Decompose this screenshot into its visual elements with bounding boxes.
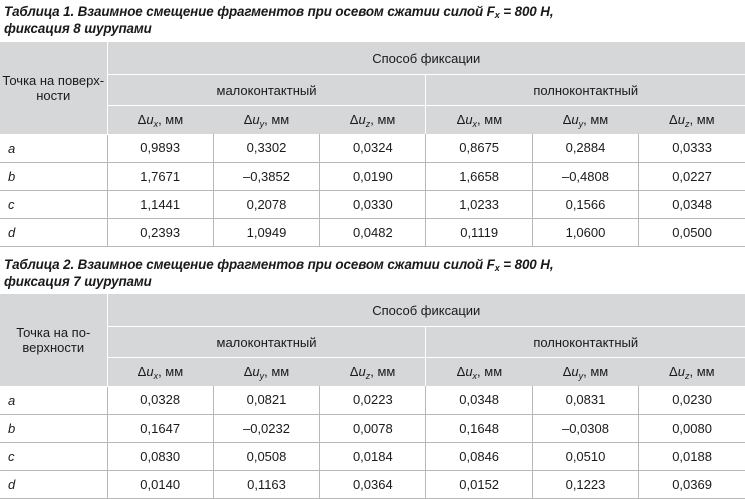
column-header-delta: Δ bbox=[669, 363, 678, 379]
row-label: c bbox=[0, 190, 107, 218]
table-cell: 0,0230 bbox=[639, 386, 745, 414]
caption-line2: фиксация 8 шурупами bbox=[4, 21, 152, 36]
column-header-unit: , мм bbox=[264, 111, 290, 127]
column-header-unit: , мм bbox=[158, 363, 184, 379]
column-header bbox=[639, 106, 745, 135]
table-cell: 0,0328 bbox=[107, 386, 213, 414]
table-cell: 0,1648 bbox=[426, 414, 532, 442]
table-cell: 0,1223 bbox=[532, 470, 638, 498]
column-header-var: u bbox=[358, 363, 366, 379]
group-header: Способ фиксации bbox=[107, 42, 745, 75]
column-header-var: u bbox=[465, 111, 473, 127]
column-header-sub: z bbox=[365, 370, 371, 381]
table-cell: 0,1566 bbox=[532, 190, 638, 218]
table-cell: 0,0821 bbox=[213, 386, 319, 414]
column-header bbox=[213, 358, 319, 387]
table-1 bbox=[0, 42, 745, 247]
table-cell: 0,0152 bbox=[426, 470, 532, 498]
column-header-var: u bbox=[465, 363, 473, 379]
table-row bbox=[0, 442, 745, 470]
table-cell: 0,3302 bbox=[213, 134, 319, 162]
table-cell: 0,0500 bbox=[639, 218, 745, 246]
column-header-delta: Δ bbox=[562, 363, 572, 379]
row-label: b bbox=[0, 414, 107, 442]
table-cell: 0,0227 bbox=[639, 162, 745, 190]
column-header-delta: Δ bbox=[456, 111, 466, 127]
table-cell: 1,0600 bbox=[532, 218, 638, 246]
table-cell: 1,1441 bbox=[107, 190, 213, 218]
table-cell: 0,0188 bbox=[639, 442, 745, 470]
table-cell: 0,0348 bbox=[639, 190, 745, 218]
table-cell: 0,0078 bbox=[320, 414, 426, 442]
table-cell: 0,0348 bbox=[426, 386, 532, 414]
column-header bbox=[532, 358, 638, 387]
table-row bbox=[0, 162, 745, 190]
table-cell: 0,0333 bbox=[639, 134, 745, 162]
caption-line1: Таблица 1. Взаимное смещение фрагментов при осевом сжатии силой F bbox=[4, 4, 495, 19]
column-header-delta: Δ bbox=[243, 111, 253, 127]
table-cell: 1,6658 bbox=[426, 162, 532, 190]
column-header bbox=[426, 358, 532, 387]
column-header-sub: x bbox=[472, 118, 478, 129]
table-cell: –0,0308 bbox=[532, 414, 638, 442]
table-2-caption bbox=[4, 256, 553, 290]
column-header-delta: Δ bbox=[137, 363, 147, 379]
column-header-var: u bbox=[252, 363, 260, 379]
column-header-unit: , мм bbox=[158, 111, 184, 127]
table-row bbox=[0, 414, 745, 442]
table-cell: 0,0184 bbox=[320, 442, 426, 470]
column-header bbox=[532, 106, 638, 135]
table-cell: 0,0846 bbox=[426, 442, 532, 470]
column-header-var: u bbox=[677, 363, 685, 379]
column-header-delta: Δ bbox=[669, 111, 678, 127]
row-label: c bbox=[0, 442, 107, 470]
table-cell: 0,0330 bbox=[320, 190, 426, 218]
column-header-sub: y bbox=[578, 118, 584, 129]
table-cell: 1,7671 bbox=[107, 162, 213, 190]
column-header-var: u bbox=[358, 111, 366, 127]
table-body bbox=[0, 134, 745, 246]
column-header bbox=[107, 106, 213, 135]
table-cell: 0,0369 bbox=[639, 470, 745, 498]
table-cell: 0,2078 bbox=[213, 190, 319, 218]
column-header-sub: y bbox=[259, 118, 265, 129]
table-cell: 0,0510 bbox=[532, 442, 638, 470]
table-row bbox=[0, 134, 745, 162]
column-header-var: u bbox=[146, 111, 154, 127]
table-body bbox=[0, 386, 745, 498]
table-cell: 0,2884 bbox=[532, 134, 638, 162]
column-header-sub: y bbox=[259, 370, 265, 381]
column-header-delta: Δ bbox=[137, 111, 147, 127]
table-cell: 0,2393 bbox=[107, 218, 213, 246]
table-cell: –0,4808 bbox=[532, 162, 638, 190]
column-header-sub: y bbox=[578, 370, 584, 381]
column-header-unit: , мм bbox=[370, 363, 396, 379]
column-header-unit: , мм bbox=[370, 111, 396, 127]
subgroup-header-full-contact: полноконтактный bbox=[426, 327, 745, 358]
table-cell: 0,8675 bbox=[426, 134, 532, 162]
table-cell: 0,0364 bbox=[320, 470, 426, 498]
force-subscript: x bbox=[494, 263, 500, 273]
column-header-unit: , мм bbox=[689, 111, 715, 127]
column-header-var: u bbox=[677, 111, 685, 127]
caption-line2: фиксация 7 шурупами bbox=[4, 274, 152, 289]
row-label: d bbox=[0, 470, 107, 498]
column-header-delta: Δ bbox=[349, 363, 359, 379]
column-header bbox=[320, 106, 426, 135]
subgroup-header-low-contact: малоконтактный bbox=[107, 75, 426, 106]
column-header-unit: , мм bbox=[477, 111, 503, 127]
column-header-var: u bbox=[571, 111, 579, 127]
table-cell: 0,0080 bbox=[639, 414, 745, 442]
row-label: d bbox=[0, 218, 107, 246]
table-cell: 0,9893 bbox=[107, 134, 213, 162]
table-cell: 0,0140 bbox=[107, 470, 213, 498]
column-header-sub: z bbox=[684, 370, 690, 381]
column-header-unit: , мм bbox=[477, 363, 503, 379]
column-header-delta: Δ bbox=[456, 363, 466, 379]
table-cell: 1,0949 bbox=[213, 218, 319, 246]
table-cell: 0,1119 bbox=[426, 218, 532, 246]
table-1-caption bbox=[4, 3, 553, 37]
table-cell: 0,1163 bbox=[213, 470, 319, 498]
table-cell: –0,3852 bbox=[213, 162, 319, 190]
table-row bbox=[0, 218, 745, 246]
caption-force: = 800 Н, bbox=[499, 257, 554, 272]
table-cell: 0,0831 bbox=[532, 386, 638, 414]
column-header-unit: , мм bbox=[583, 111, 609, 127]
column-header-sub: z bbox=[684, 118, 690, 129]
table-2 bbox=[0, 294, 745, 499]
column-header-delta: Δ bbox=[562, 111, 572, 127]
corner-header: Точка на по-верхности bbox=[0, 294, 107, 386]
column-header-var: u bbox=[571, 363, 579, 379]
table-row bbox=[0, 190, 745, 218]
corner-header: Точка на поверх-ности bbox=[0, 42, 107, 134]
column-header bbox=[639, 358, 745, 387]
subgroup-header-full-contact: полноконтактный bbox=[426, 75, 745, 106]
row-label: a bbox=[0, 134, 107, 162]
caption-line1: Таблица 2. Взаимное смещение фрагментов при осевом сжатии силой F bbox=[4, 257, 495, 272]
column-header-var: u bbox=[252, 111, 260, 127]
column-header-var: u bbox=[146, 363, 154, 379]
caption-force: = 800 Н, bbox=[499, 4, 554, 19]
column-header-unit: , мм bbox=[583, 363, 609, 379]
table-cell: 0,0324 bbox=[320, 134, 426, 162]
table-cell: 0,0508 bbox=[213, 442, 319, 470]
table-cell: 0,0482 bbox=[320, 218, 426, 246]
table-cell: 0,0830 bbox=[107, 442, 213, 470]
column-header-sub: x bbox=[153, 370, 159, 381]
column-header bbox=[107, 358, 213, 387]
force-subscript: x bbox=[494, 10, 500, 20]
row-label: b bbox=[0, 162, 107, 190]
column-header-unit: , мм bbox=[689, 363, 715, 379]
column-header-sub: x bbox=[153, 118, 159, 129]
column-header-sub: z bbox=[365, 118, 371, 129]
table-cell: 0,1647 bbox=[107, 414, 213, 442]
table-cell: 0,0223 bbox=[320, 386, 426, 414]
group-header: Способ фиксации bbox=[107, 294, 745, 327]
subgroup-header-low-contact: малоконтактный bbox=[107, 327, 426, 358]
column-header-unit: , мм bbox=[264, 363, 290, 379]
column-header bbox=[320, 358, 426, 387]
column-header-delta: Δ bbox=[349, 111, 359, 127]
column-header-sub: x bbox=[472, 370, 478, 381]
row-label: a bbox=[0, 386, 107, 414]
table-row bbox=[0, 386, 745, 414]
column-header-delta: Δ bbox=[243, 363, 253, 379]
table-cell: 0,0190 bbox=[320, 162, 426, 190]
table-cell: 1,0233 bbox=[426, 190, 532, 218]
column-header bbox=[213, 106, 319, 135]
column-header bbox=[426, 106, 532, 135]
table-cell: –0,0232 bbox=[213, 414, 319, 442]
